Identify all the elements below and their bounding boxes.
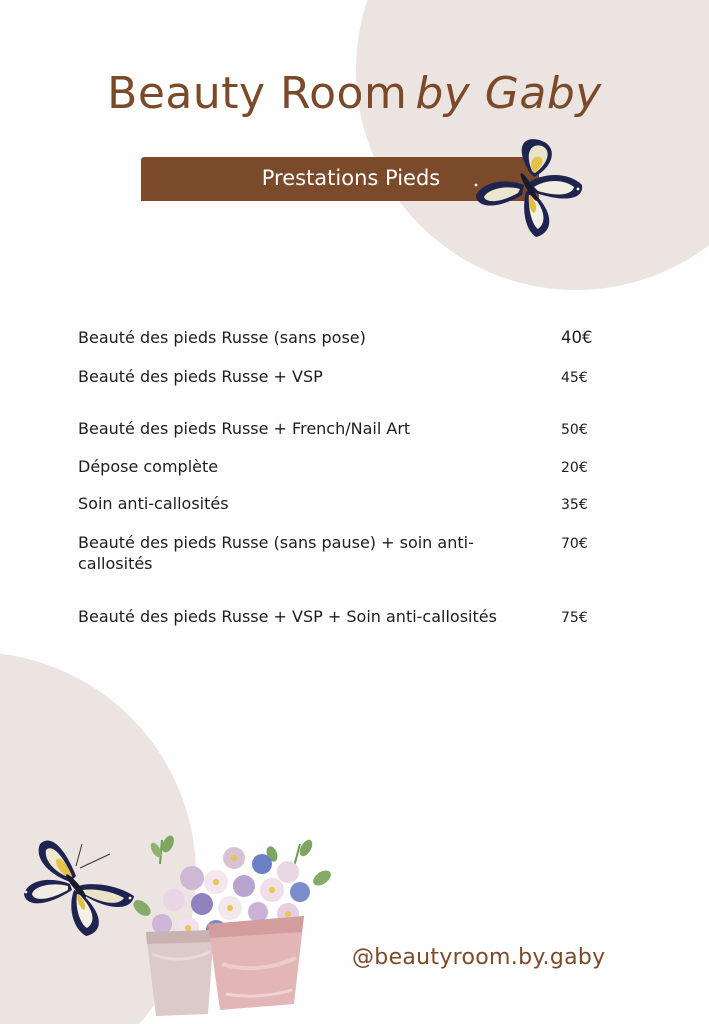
service-price: 20€ bbox=[561, 460, 588, 476]
butterfly-icon bbox=[472, 133, 588, 241]
service-name: Beauté des pieds Russe + French/Nail Art bbox=[78, 419, 411, 438]
brand-byline: by Gaby bbox=[415, 68, 602, 119]
service-price: 70€ bbox=[561, 536, 588, 552]
service-name: Beauté des pieds Russe + VSP + Soin anti-callosités bbox=[78, 607, 497, 626]
service-name: Dépose complète bbox=[78, 457, 219, 476]
service-price: 45€ bbox=[561, 370, 588, 386]
service-price: 75€ bbox=[561, 610, 588, 626]
service-name: Beauté des pieds Russe (sans pose) bbox=[78, 328, 366, 347]
flower-pots-illustration bbox=[122, 834, 344, 1020]
service-price: 50€ bbox=[561, 422, 588, 438]
service-name: Soin anti-callosités bbox=[78, 494, 229, 513]
section-title: Prestations Pieds bbox=[261, 166, 441, 190]
brand-name: Beauty Room bbox=[107, 68, 408, 119]
instagram-handle[interactable]: @beautyroom.by.gaby bbox=[352, 945, 606, 970]
brand-title bbox=[0, 68, 709, 119]
service-price: 40€ bbox=[561, 328, 593, 347]
service-name: Beauté des pieds Russe + VSP bbox=[78, 367, 323, 386]
service-name: Beauté des pieds Russe (sans pause) + soin anti-callosités bbox=[78, 533, 474, 573]
service-price: 35€ bbox=[561, 497, 588, 513]
